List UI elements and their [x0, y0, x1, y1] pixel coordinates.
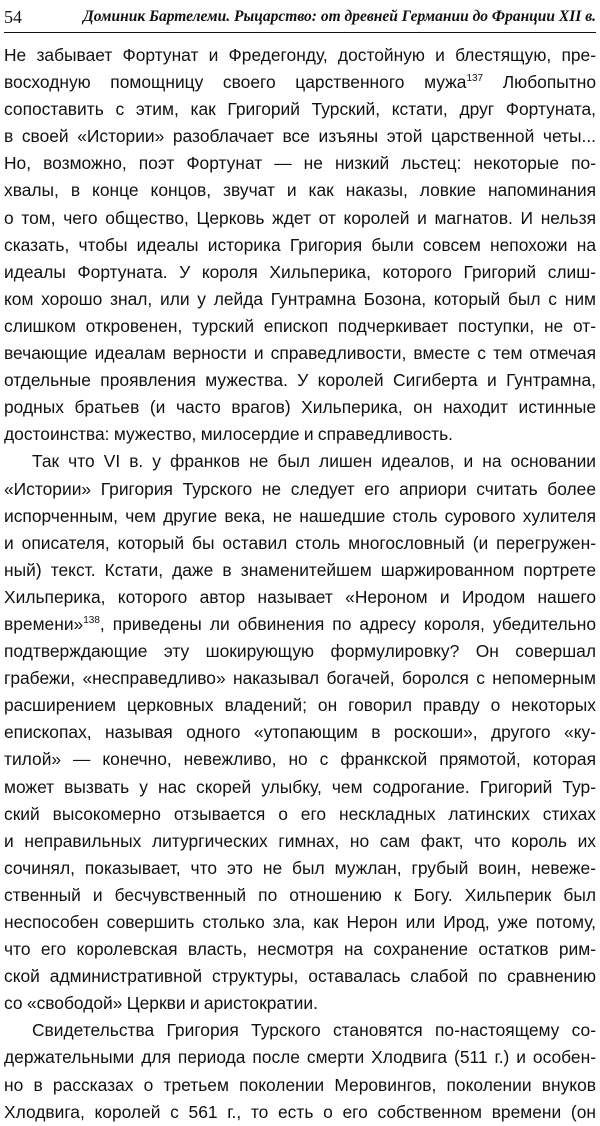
line-text: Так что VI в. у франков не был лишен идеалов, и на основании: [32, 451, 596, 472]
line-text: испорченным, чем другие века, не нашедшие столь сурового хулителя: [4, 505, 596, 526]
text-line: [4, 719, 596, 746]
line-text-tail: , приведены ли обвинения по адресу короля, убедительно: [99, 613, 596, 634]
line-text: достоинства: мужество, милосердие и справедливость.: [4, 424, 454, 445]
line-text-tail: Любопытно: [483, 72, 596, 93]
text-line: [4, 313, 596, 340]
line-text: тилой» — конечно, невежливо, но с франкской прямотой, которая: [4, 749, 596, 770]
line-text: со «свободой» Церкви и аристократии.: [4, 993, 318, 1014]
line-text: идеалы Фортуната. У короля Хильперика, которого Григорий слиш-: [4, 261, 596, 282]
line-text: что его королевская власть, несмотря на сохранение остатков рим-: [4, 939, 596, 960]
text-line: [4, 611, 596, 638]
running-title: Доминик Бартелеми. Рыцарство: от древней Германии до Франции XII в.: [83, 8, 596, 25]
footnote-marker: 138: [83, 615, 100, 627]
paragraph: [4, 448, 596, 1017]
line-text: сопоставить с этим, как Григорий Турский, кстати, друг Фортуната,: [4, 99, 596, 120]
line-text: вечающие идеалам верности и справедливости, вместе с тем отмечая: [4, 343, 596, 364]
text-line: [4, 1017, 596, 1044]
line-text: подтверждающие эту шокирующую формулировку? Он совершал: [4, 641, 596, 662]
text-line: [4, 96, 596, 123]
text-line: [4, 828, 596, 855]
line-text: грабежи, «несправедливо» наказывал богачей, боролся с непомерным: [4, 668, 596, 689]
text-line: [4, 123, 596, 150]
text-line: [4, 340, 596, 367]
line-text: о том, чего общество, Церковь ждет от королей и магнатов. И нельзя: [4, 207, 596, 228]
line-text: «Истории» Григория Турского не следует его априори считать более: [4, 478, 596, 499]
line-text: расширением церковных владений; он говорил правду о некоторых: [4, 695, 596, 716]
text-line: [4, 259, 596, 286]
text-line: [4, 530, 596, 557]
footnote-marker: 137: [466, 73, 484, 85]
line-text: но в рассказах о третьем поколении Меровингов, поколении внуков: [4, 1074, 596, 1095]
text-line: [4, 150, 596, 177]
body-text: [4, 42, 596, 1126]
text-line: [4, 774, 596, 801]
text-line: [4, 963, 596, 990]
line-text: может вызвать у нас скорей улыбку, чем содрогание. Григорий Тур-: [4, 776, 596, 797]
page-number: 54: [4, 7, 22, 27]
text-line: [4, 476, 596, 503]
line-text: ком хорошо знал, или у лейда Гунтрамна Бозона, который был с ним: [4, 288, 596, 309]
line-text: в своей «Истории» разоблачает все изъяны этой царственной четы...: [4, 126, 596, 147]
text-line: [4, 503, 596, 530]
text-line: [4, 1044, 596, 1071]
text-line: [4, 801, 596, 828]
paragraph: [4, 1017, 596, 1125]
line-text: сказать, чтобы идеалы историка Григория были совсем непохожи на: [4, 234, 596, 255]
text-line: [4, 882, 596, 909]
paragraph: [4, 42, 596, 448]
text-line: [4, 855, 596, 882]
line-text: слишком откровенен, турский епископ подчеркивает поступки, не от-: [4, 315, 596, 336]
line-text: Хлодвига, королей с 561 г., то есть о его собственном времени (он: [4, 1101, 596, 1122]
line-text: держательными для периода после смерти Хлодвига (511 г.) и особен-: [4, 1047, 596, 1068]
text-line: [4, 1072, 596, 1099]
line-text: родных братьев (и часто врагов) Хильперика, он находит истинные: [4, 397, 596, 418]
text-line: [4, 665, 596, 692]
text-line: [4, 421, 596, 448]
text-line: [4, 584, 596, 611]
line-text: епископах, называя одного «утопающим в роскоши», другого «ку-: [4, 722, 596, 743]
page-header: [4, 6, 596, 33]
text-line: [4, 557, 596, 584]
text-line: [4, 692, 596, 719]
line-text: Не забывает Фортунат и Фредегонду, достойную и блестящую, пре-: [4, 45, 596, 65]
text-line: [4, 205, 596, 232]
line-text: сочинял, показывает, что это не был мужлан, грубый воин, невеже-: [4, 857, 596, 878]
line-text: ской административной структуры, оставалась слабой по сравнению: [4, 966, 596, 987]
line-text: и неправильных литургических гимнах, но сам факт, что король их: [4, 830, 596, 851]
text-line: [4, 177, 596, 204]
text-line: [4, 448, 596, 475]
line-text: ский высокомерно отзывается о его нескладных латинских стихах: [4, 803, 596, 824]
text-line: [4, 232, 596, 259]
text-line: [4, 367, 596, 394]
line-text: Но, возможно, поэт Фортунат — не низкий льстец: некоторые по-: [4, 153, 596, 174]
line-text: отдельные проявления мужества. У королей Сигиберта и Гунтрамна,: [4, 370, 596, 391]
line-text: и описателя, который бы оставил столь многословный (и перегружен-: [4, 532, 596, 553]
line-text: времени»: [4, 613, 84, 634]
text-line: [4, 286, 596, 313]
line-text: ный) текст. Кстати, даже в знаменитейшем шаржированном портрете: [4, 559, 596, 580]
text-line: [4, 936, 596, 963]
text-line: [4, 1099, 596, 1126]
line-text: восходную помощницу своего царственного мужа: [4, 72, 467, 93]
text-line: [4, 69, 596, 96]
line-text: ственный и бесчувственный по отношению к Богу. Хильперик был: [4, 884, 596, 905]
line-text: Свидетельства Григория Турского становятся по-настоящему со-: [32, 1020, 596, 1041]
text-line: [4, 909, 596, 936]
text-line: [4, 746, 596, 773]
line-text: Хильперика, которого автор называет «Нероном и Иродом нашего: [4, 586, 596, 607]
text-line: [4, 42, 596, 69]
text-line: [4, 394, 596, 421]
text-line: [4, 990, 596, 1017]
line-text: хвалы, в конце концов, звучат и как наказы, ловкие напоминания: [4, 180, 596, 201]
line-text: неспособен совершить столько зла, как Нерон или Ирод, уже потому,: [4, 912, 596, 932]
text-line: [4, 638, 596, 665]
